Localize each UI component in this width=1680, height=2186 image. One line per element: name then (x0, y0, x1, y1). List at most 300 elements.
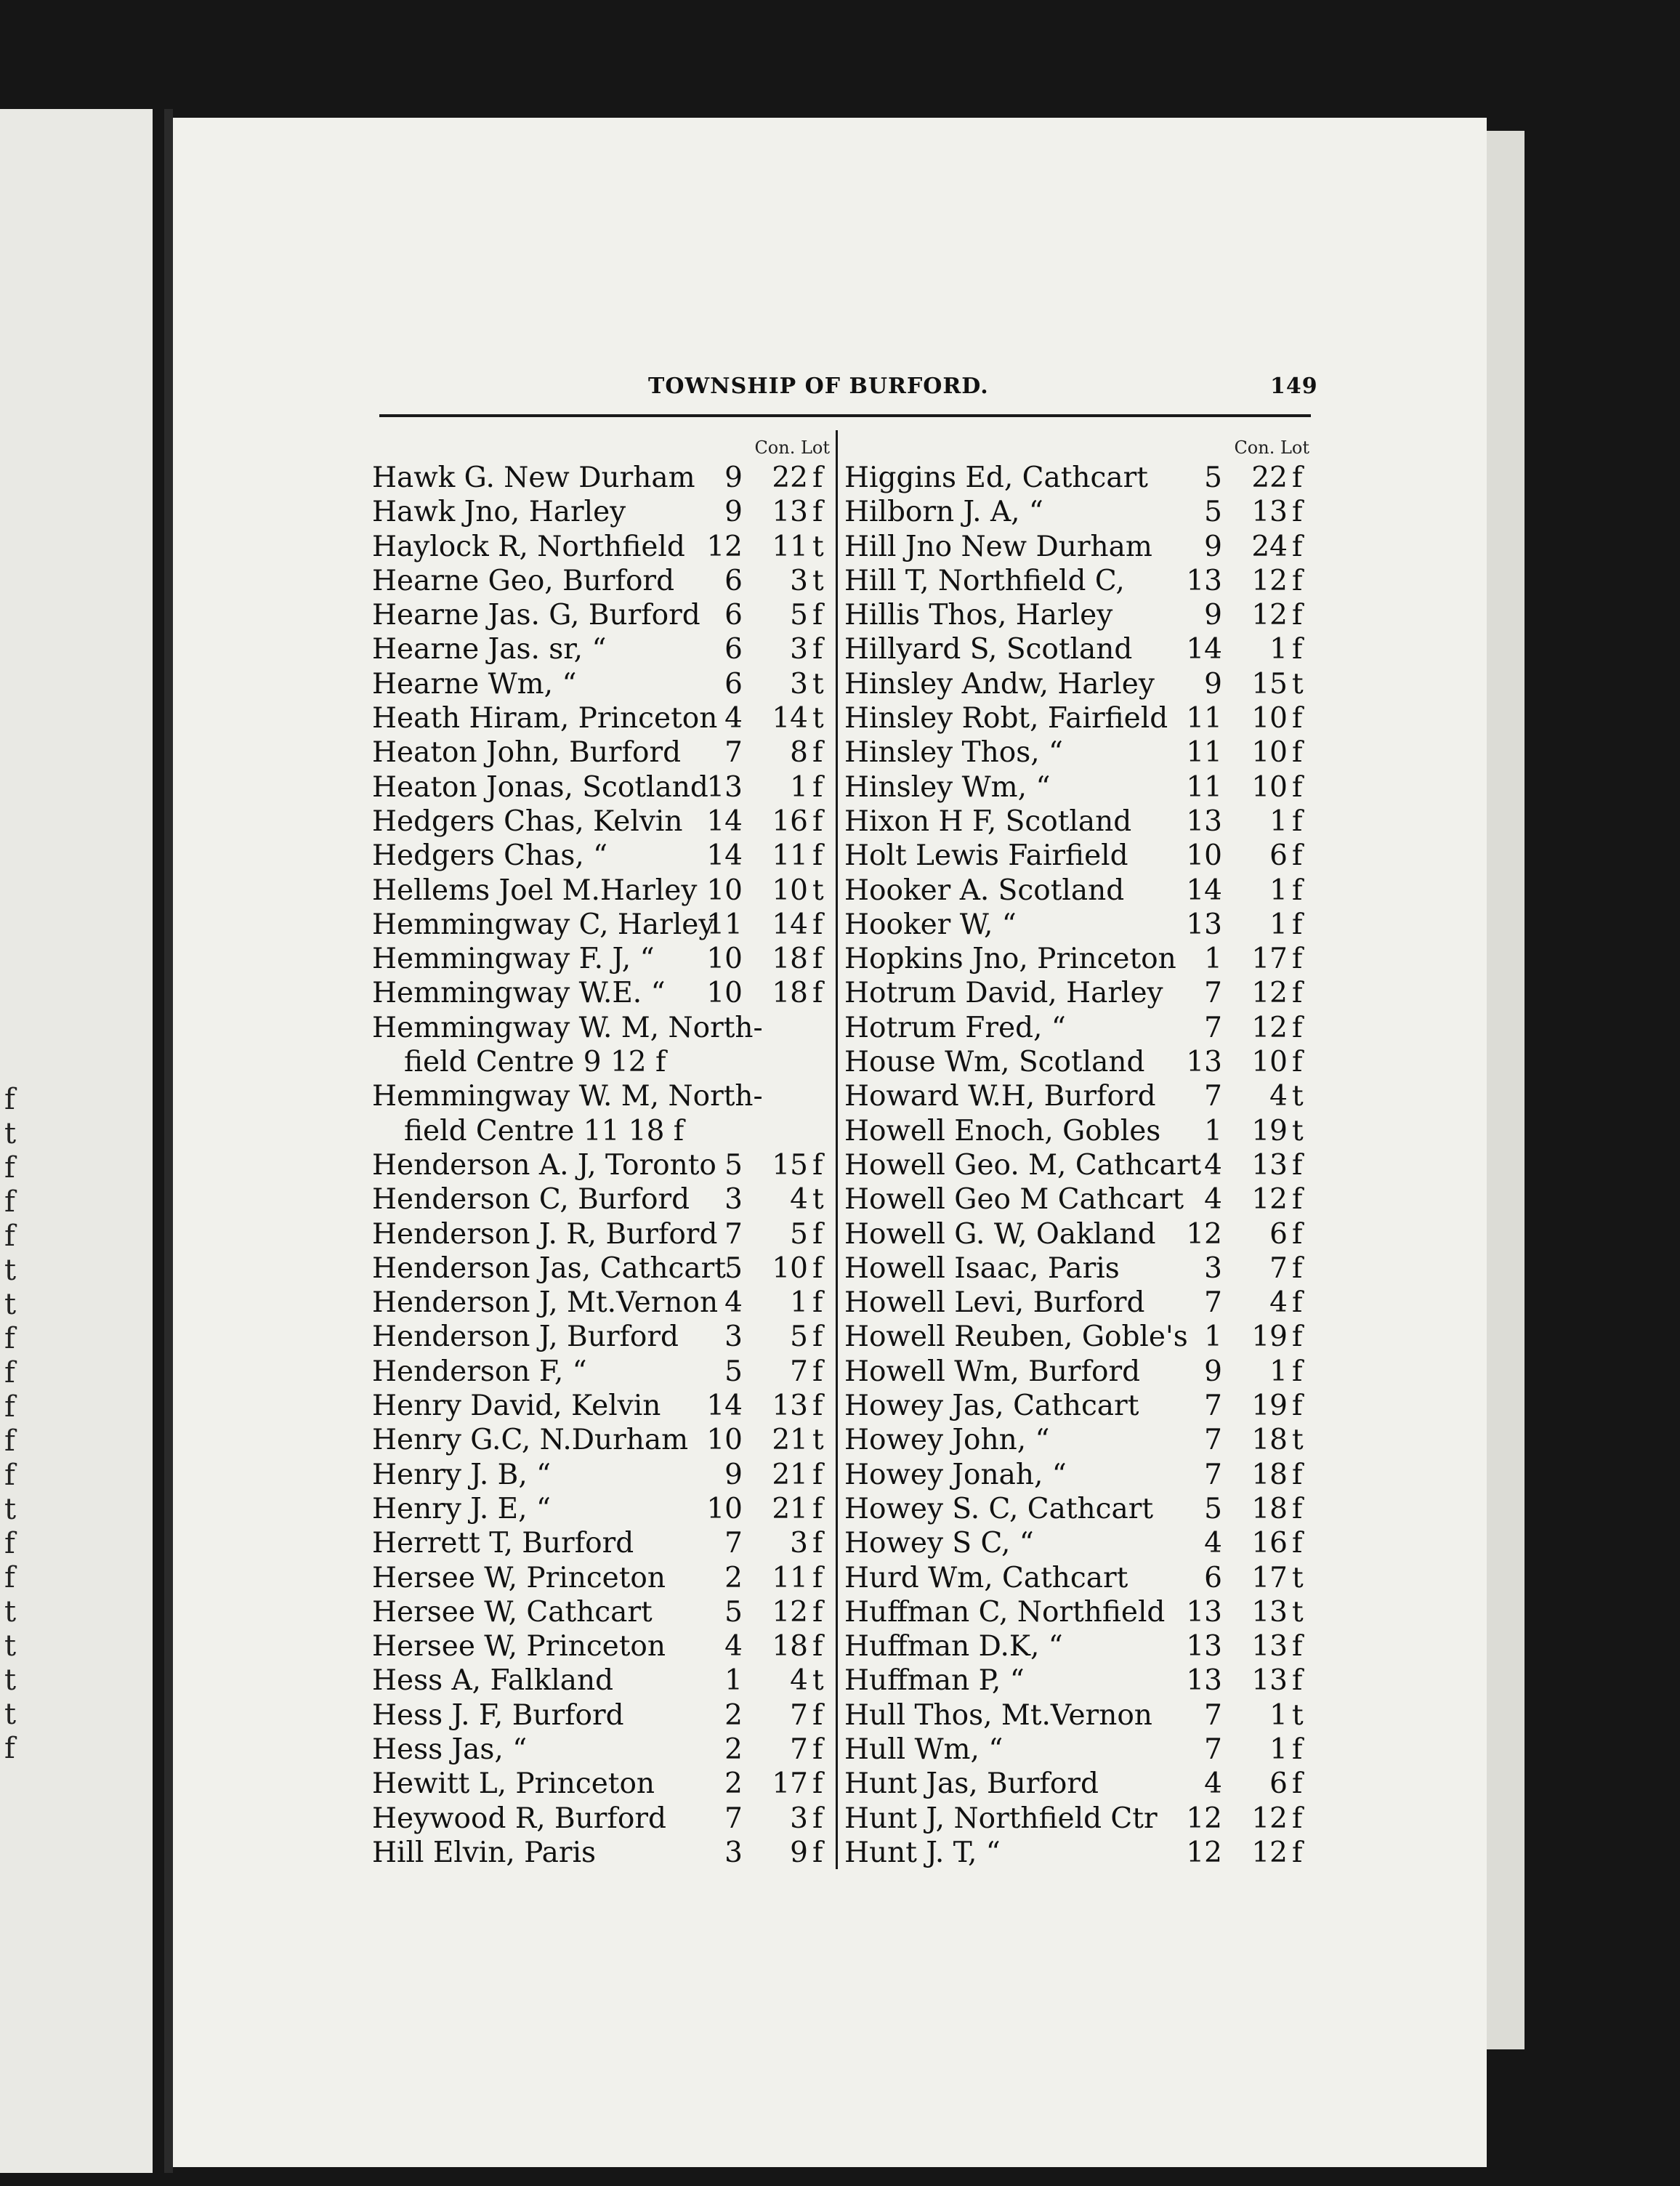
directory-entry (372, 1182, 830, 1217)
concession-number: 7 (1204, 1424, 1222, 1457)
entry-name: Huffman P, “ (844, 1664, 1025, 1698)
directory-entry (372, 495, 830, 529)
entry-name: Huffman C, Northfield (844, 1595, 1166, 1629)
entry-name: Hearne Jas. G, Burford (372, 599, 700, 632)
concession-number: 10 (1186, 839, 1222, 873)
tenure-type: f (1292, 874, 1303, 907)
tenure-type: f (812, 496, 823, 529)
concession-number: 1 (1204, 1320, 1222, 1354)
directory-entry (372, 1629, 830, 1663)
directory-entry (372, 461, 830, 495)
left-entries (372, 461, 830, 1870)
page-number: 149 (1270, 374, 1318, 399)
concession-number: 3 (724, 1836, 743, 1869)
tenure-type: f (1292, 1217, 1303, 1251)
entry-name: Hull Wm, “ (844, 1733, 1003, 1766)
concession-number: 7 (724, 1217, 743, 1251)
tenure-type: f (1292, 564, 1303, 597)
facing-page-letter: t (4, 1663, 17, 1697)
tenure-type: f (1292, 702, 1303, 735)
concession-number: 5 (1204, 461, 1222, 494)
entry-name: Hess J. F, Burford (372, 1698, 624, 1732)
concession-number: 13 (706, 770, 743, 804)
concession-number: 10 (706, 874, 743, 907)
concession-number: 2 (724, 1767, 743, 1801)
entry-name: Hemmingway W. M, North- (372, 1011, 763, 1044)
right-column (844, 436, 1309, 1870)
lot-number: 10 (1251, 1046, 1288, 1079)
directory-entry (372, 1423, 830, 1457)
tenure-type: f (812, 1148, 823, 1182)
con-lot-heading: Con. Lot (1234, 437, 1309, 458)
concession-number: 14 (706, 804, 743, 838)
lot-number: 13 (1251, 1664, 1288, 1698)
directory-entry (844, 1045, 1309, 1079)
facing-page-letter: t (4, 1117, 17, 1150)
lot-number: 12 (1251, 977, 1288, 1010)
tenure-type: f (812, 1630, 823, 1663)
lot-number: 12 (1251, 599, 1288, 632)
entry-name: Henry J. E, “ (372, 1492, 551, 1525)
tenure-type: f (812, 1286, 823, 1320)
lot-number: 17 (772, 1767, 808, 1801)
concession-number: 7 (724, 736, 743, 770)
tenure-type: f (1292, 1251, 1303, 1285)
entry-name: Holt Lewis Fairfield (844, 839, 1128, 873)
directory-entry (372, 735, 830, 770)
facing-page-letter: f (4, 1083, 15, 1116)
tenure-type: f (1292, 1767, 1303, 1801)
directory-entry (372, 874, 830, 908)
entry-name: Howey Jas, Cathcart (844, 1390, 1139, 1423)
entry-name: Hemmingway C, Harley (372, 908, 715, 941)
lot-number: 18 (1251, 1492, 1288, 1525)
directory-entry (844, 976, 1309, 1010)
directory-entry (844, 495, 1309, 529)
facing-page-letter: t (4, 1493, 17, 1526)
lot-number: 12 (1251, 1011, 1288, 1044)
entry-name: Hooker W, “ (844, 908, 1017, 941)
concession-number: 4 (724, 1286, 743, 1320)
directory-entry (844, 770, 1309, 804)
concession-number: 1 (1204, 1114, 1222, 1148)
concession-number: 3 (1204, 1251, 1222, 1285)
concession-number: 6 (724, 599, 743, 632)
facing-page-letter: f (4, 1459, 15, 1492)
entry-name: Hull Thos, Mt.Vernon (844, 1698, 1152, 1732)
concession-number: 13 (1186, 1664, 1222, 1698)
directory-entry (844, 839, 1309, 873)
facing-page-letter: f (4, 1219, 15, 1253)
entry-name: Hawk Jno, Harley (372, 496, 626, 529)
lot-number: 17 (1251, 1561, 1288, 1594)
directory-entry (372, 1663, 830, 1698)
lot-number: 1 (1269, 874, 1288, 907)
concession-number: 11 (706, 908, 743, 941)
entry-name: Heaton John, Burford (372, 736, 682, 770)
tenure-type: t (812, 667, 824, 701)
lot-number: 15 (1251, 667, 1288, 701)
tenure-type: f (1292, 908, 1303, 941)
directory-entry (844, 1733, 1309, 1767)
concession-number: 14 (706, 1390, 743, 1423)
concession-number: 6 (724, 633, 743, 666)
entry-name: Hillis Thos, Harley (844, 599, 1113, 632)
concession-number: 9 (1204, 1355, 1222, 1388)
lot-number: 1 (790, 1286, 808, 1320)
entry-name: Heaton Jonas, Scotland (372, 770, 708, 804)
tenure-type: f (812, 1458, 823, 1491)
facing-page-letter: f (4, 1185, 15, 1219)
lot-number: 18 (772, 1630, 808, 1663)
concession-number: 4 (1204, 1183, 1222, 1217)
entry-name: Howell Geo M Cathcart (844, 1183, 1184, 1217)
concession-number: 7 (724, 1802, 743, 1835)
tenure-type: f (1292, 1492, 1303, 1525)
entry-name: Howell Isaac, Paris (844, 1251, 1120, 1285)
entry-name: Henderson Jas, Cathcart (372, 1251, 726, 1285)
entry-name: Hill Jno New Durham (844, 530, 1152, 563)
tenure-type: f (812, 908, 823, 941)
tenure-type: f (812, 977, 823, 1010)
directory-entry (844, 701, 1309, 735)
concession-number: 10 (706, 1492, 743, 1525)
running-title: TOWNSHIP OF BURFORD. (648, 374, 989, 399)
facing-page-letter: t (4, 1698, 17, 1731)
directory-entry (372, 1045, 830, 1079)
entry-name: Hawk G. New Durham (372, 461, 695, 494)
lot-number: 1 (1269, 1698, 1288, 1732)
directory-entry (844, 1286, 1309, 1320)
concession-number: 3 (724, 1183, 743, 1217)
directory-entry (844, 1458, 1309, 1492)
lot-number: 1 (1269, 1355, 1288, 1388)
entry-name: Henderson J. R, Burford (372, 1217, 718, 1251)
directory-entry (844, 1355, 1309, 1389)
directory-entry (844, 1767, 1309, 1801)
lot-number: 12 (1251, 564, 1288, 597)
lot-number: 19 (1251, 1390, 1288, 1423)
directory-entry (844, 804, 1309, 839)
entry-name: Henderson J, Mt.Vernon (372, 1286, 719, 1320)
lot-number: 19 (1251, 1320, 1288, 1354)
tenure-type: f (1292, 977, 1303, 1010)
directory-entry (372, 1286, 830, 1320)
entry-name: Henry G.C, N.Durham (372, 1424, 689, 1457)
concession-number: 5 (1204, 496, 1222, 529)
lot-number: 10 (1251, 770, 1288, 804)
directory-entry (844, 598, 1309, 632)
directory-entry (844, 735, 1309, 770)
lot-number: 18 (772, 977, 808, 1010)
tenure-type: f (1292, 839, 1303, 873)
lot-number: 1 (1269, 1733, 1288, 1766)
concession-number: 4 (1204, 1527, 1222, 1560)
concession-number: 14 (1186, 633, 1222, 666)
lot-number: 13 (1251, 1148, 1288, 1182)
lot-number: 21 (772, 1492, 808, 1525)
directory-entry (844, 1663, 1309, 1698)
lot-number: 13 (1251, 496, 1288, 529)
concession-number: 1 (1204, 943, 1222, 976)
lot-number: 17 (1251, 943, 1288, 976)
lot-number: 14 (772, 908, 808, 941)
right-entries (844, 461, 1309, 1870)
tenure-type: f (1292, 1458, 1303, 1491)
entry-name: Hixon H F, Scotland (844, 804, 1132, 838)
concession-number: 2 (724, 1698, 743, 1732)
entry-name: Howey S. C, Cathcart (844, 1492, 1154, 1525)
entry-name: Herrett T, Burford (372, 1527, 634, 1560)
entry-name: Howell Enoch, Gobles (844, 1114, 1161, 1148)
lot-number: 3 (790, 667, 808, 701)
directory-entry (372, 1561, 830, 1595)
lot-number: 22 (772, 461, 808, 494)
tenure-type: f (812, 1836, 823, 1869)
concession-number: 12 (1186, 1836, 1222, 1869)
directory-entry (372, 1389, 830, 1423)
directory-entry (372, 1011, 830, 1045)
entry-name: Hillyard S, Scotland (844, 633, 1133, 666)
tenure-type: f (1292, 1046, 1303, 1079)
entry-name: Hunt J, Northfield Ctr (844, 1802, 1158, 1835)
entry-name: Hewitt L, Princeton (372, 1767, 655, 1801)
tenure-type: t (1292, 1595, 1304, 1629)
entry-name: Howey John, “ (844, 1424, 1050, 1457)
concession-number: 13 (1186, 1595, 1222, 1629)
lot-number: 18 (1251, 1458, 1288, 1491)
lot-number: 18 (772, 943, 808, 976)
tenure-type: t (812, 564, 824, 597)
directory-entry (372, 564, 830, 598)
facing-page-letter: f (4, 1356, 15, 1390)
directory-entry (372, 1526, 830, 1560)
directory-entry (372, 701, 830, 735)
lot-number: 11 (772, 1561, 808, 1594)
facing-page (0, 109, 153, 2173)
lot-number: 3 (790, 633, 808, 666)
directory-entry (372, 1114, 830, 1148)
tenure-type: f (1292, 1148, 1303, 1182)
facing-page-letter: f (4, 1732, 15, 1765)
lot-number: 10 (772, 874, 808, 907)
tenure-type: f (1292, 461, 1303, 494)
facing-page-letter: f (4, 1527, 15, 1560)
directory-entry (844, 1629, 1309, 1663)
entry-name: Howell Reuben, Goble's (844, 1320, 1188, 1354)
concession-number: 7 (1204, 1698, 1222, 1732)
lot-number: 4 (1269, 1080, 1288, 1113)
directory-entry (372, 1492, 830, 1526)
directory-entry (372, 908, 830, 942)
directory-entry (372, 667, 830, 701)
directory-entry (372, 1217, 830, 1251)
concession-number: 7 (1204, 1286, 1222, 1320)
entry-name: Hilborn J. A, “ (844, 496, 1043, 529)
directory-entry (844, 1836, 1309, 1870)
entry-name: Hedgers Chas, “ (372, 839, 608, 873)
tenure-type: t (1292, 1561, 1304, 1594)
tenure-type: f (812, 1767, 823, 1801)
lot-number: 11 (772, 530, 808, 563)
facing-page-letter: t (4, 1629, 17, 1663)
entry-name: Hunt Jas, Burford (844, 1767, 1099, 1801)
concession-number: 10 (706, 943, 743, 976)
tenure-type: f (1292, 1802, 1303, 1835)
directory-entry (844, 874, 1309, 908)
tenure-type: f (1292, 1390, 1303, 1423)
concession-number: 1 (724, 1664, 743, 1698)
lot-number: 16 (772, 804, 808, 838)
concession-number: 3 (724, 1320, 743, 1354)
lot-number: 12 (1251, 1802, 1288, 1835)
tenure-type: f (1292, 1733, 1303, 1766)
concession-number: 13 (1186, 804, 1222, 838)
directory-entry (844, 1079, 1309, 1113)
entry-name: Howey Jonah, “ (844, 1458, 1067, 1491)
tenure-type: t (812, 1183, 824, 1217)
tenure-type: t (812, 874, 824, 907)
concession-number: 5 (724, 1595, 743, 1629)
tenure-type: f (812, 804, 823, 838)
lot-number: 6 (1269, 1217, 1288, 1251)
tenure-type: f (812, 1390, 823, 1423)
entry-name: House Wm, Scotland (844, 1046, 1145, 1079)
lot-number: 7 (790, 1698, 808, 1732)
tenure-type: f (812, 1527, 823, 1560)
directory-entry (844, 1423, 1309, 1457)
column-heading (844, 436, 1309, 461)
directory-entry (844, 564, 1309, 598)
entry-name: Howell G. W, Oakland (844, 1217, 1156, 1251)
concession-number: 6 (724, 667, 743, 701)
concession-number: 7 (1204, 977, 1222, 1010)
concession-number: 10 (706, 977, 743, 1010)
header-rule (379, 414, 1311, 417)
entry-name: Howard W.H, Burford (844, 1080, 1156, 1113)
concession-number: 9 (724, 461, 743, 494)
concession-number: 2 (724, 1733, 743, 1766)
entry-name: Hill T, Northfield C, (844, 564, 1125, 597)
concession-number: 6 (724, 564, 743, 597)
lot-number: 10 (1251, 702, 1288, 735)
con-lot-heading: Con. Lot (754, 437, 830, 458)
entry-name: Henry J. B, “ (372, 1458, 552, 1491)
tenure-type: t (1292, 1080, 1304, 1113)
lot-number: 13 (772, 1390, 808, 1423)
lot-number: 12 (1251, 1836, 1288, 1869)
entry-name: Henry David, Kelvin (372, 1390, 661, 1423)
concession-number: 9 (1204, 599, 1222, 632)
directory-entry (372, 1595, 830, 1629)
directory-entry (372, 1079, 830, 1113)
lot-number: 14 (772, 702, 808, 735)
entry-name: Howell Geo. M, Cathcart (844, 1148, 1202, 1182)
entry-name: field Centre 9 12 f (404, 1046, 666, 1079)
directory-entry (844, 1526, 1309, 1560)
lot-number: 1 (1269, 908, 1288, 941)
tenure-type: f (1292, 599, 1303, 632)
tenure-type: f (1292, 770, 1303, 804)
page-spine (164, 109, 173, 2173)
facing-page-letter: t (4, 1254, 17, 1287)
concession-number: 6 (1204, 1561, 1222, 1594)
entry-name: Hellems Joel M.Harley (372, 874, 698, 907)
lot-number: 13 (1251, 1595, 1288, 1629)
tenure-type: f (812, 1355, 823, 1388)
concession-number: 11 (1186, 736, 1222, 770)
entry-name: Hurd Wm, Cathcart (844, 1561, 1128, 1594)
directory-entry (372, 804, 830, 839)
directory-entry (372, 1733, 830, 1767)
entry-name: Henderson F, “ (372, 1355, 587, 1388)
tenure-type: f (812, 1698, 823, 1732)
tenure-type: t (1292, 1114, 1304, 1148)
directory-entry (844, 1802, 1309, 1836)
entry-name: Hess A, Falkland (372, 1664, 614, 1698)
entry-name: Hearne Jas. sr, “ (372, 633, 607, 666)
directory-entry (844, 908, 1309, 942)
directory-entry (844, 1114, 1309, 1148)
concession-number: 5 (724, 1355, 743, 1388)
lot-number: 18 (1251, 1424, 1288, 1457)
facing-page-letter: f (4, 1561, 15, 1594)
tenure-type: f (1292, 943, 1303, 976)
directory-entry (372, 1251, 830, 1286)
directory-entry (844, 1492, 1309, 1526)
directory-entry (844, 1011, 1309, 1045)
tenure-type: f (812, 1561, 823, 1594)
facing-page-letter: f (4, 1424, 15, 1458)
entry-name: Hill Elvin, Paris (372, 1836, 597, 1869)
concession-number: 13 (1186, 564, 1222, 597)
tenure-type: f (1292, 1355, 1303, 1388)
tenure-type: t (812, 1424, 824, 1457)
tenure-type: f (1292, 1664, 1303, 1698)
directory-entry (844, 1389, 1309, 1423)
directory-entry (372, 1148, 830, 1182)
entry-name: Hinsley Robt, Fairfield (844, 702, 1168, 735)
concession-number: 4 (724, 1630, 743, 1663)
directory-entry (372, 1355, 830, 1389)
page-edge (1487, 131, 1524, 2049)
directory-entry (372, 1458, 830, 1492)
concession-number: 12 (1186, 1217, 1222, 1251)
lot-number: 7 (790, 1733, 808, 1766)
directory-entry (372, 770, 830, 804)
entry-name: Hopkins Jno, Princeton (844, 943, 1176, 976)
entry-name: Hess Jas, “ (372, 1733, 528, 1766)
lot-number: 5 (790, 1217, 808, 1251)
directory-entry (844, 632, 1309, 666)
lot-number: 11 (772, 839, 808, 873)
directory-entry (844, 1217, 1309, 1251)
entry-name: Howell Wm, Burford (844, 1355, 1141, 1388)
facing-page-letter: f (4, 1390, 15, 1424)
concession-number: 5 (724, 1148, 743, 1182)
entry-name: Henderson J, Burford (372, 1320, 679, 1354)
directory-entry (372, 839, 830, 873)
column-divider (836, 430, 838, 1869)
directory-entry (844, 530, 1309, 564)
lot-number: 21 (772, 1458, 808, 1491)
lot-number: 4 (790, 1664, 808, 1698)
directory-entry (372, 1802, 830, 1836)
entry-name: Hinsley Wm, “ (844, 770, 1051, 804)
entry-name: Heath Hiram, Princeton (372, 702, 718, 735)
tenure-type: f (812, 1595, 823, 1629)
tenure-type: t (812, 702, 824, 735)
